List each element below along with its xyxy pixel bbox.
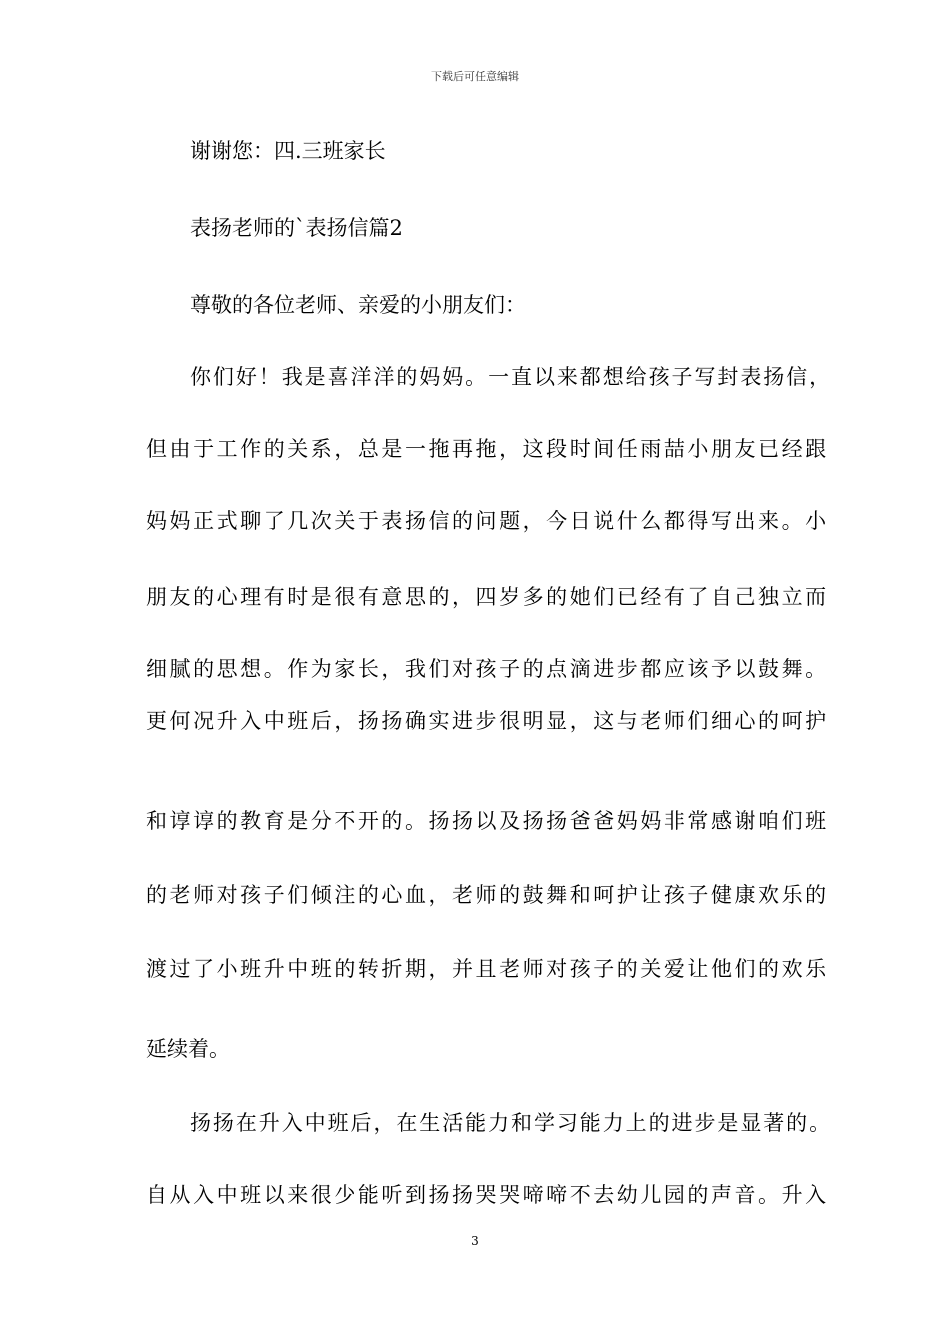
paragraph-line: 和谆谆的教育是分不开的。扬扬以及扬扬爸爸妈妈非常感谢咱们班 bbox=[146, 809, 829, 833]
signature-line: 谢谢您：四.三班家长 bbox=[190, 139, 386, 163]
page-number: 3 bbox=[471, 1234, 479, 1248]
salutation: 尊敬的各位老师、亲爱的小朋友们： bbox=[190, 293, 526, 317]
paragraph-line: 细腻的思想。作为家长，我们对孩子的点滴进步都应该予以鼓舞。 bbox=[146, 657, 829, 681]
paragraph-line: 更何况升入中班后，扬扬确实进步很明显，这与老师们细心的呵护 bbox=[146, 709, 829, 733]
paragraph-line: 你们好！我是喜洋洋的妈妈。一直以来都想给孩子写封表扬信， bbox=[190, 365, 833, 389]
paragraph-line: 但由于工作的关系，总是一拖再拖，这段时间任雨喆小朋友已经跟 bbox=[146, 437, 829, 461]
paragraph-line: 自从入中班以来很少能听到扬扬哭哭啼啼不去幼儿园的声音。升入 bbox=[146, 1183, 829, 1207]
paragraph-line: 朋友的心理有时是很有意思的，四岁多的她们已经有了自己独立而 bbox=[146, 585, 829, 609]
section-title: 表扬老师的`表扬信篇2 bbox=[190, 216, 403, 240]
paragraph-line: 扬扬在升入中班后，在生活能力和学习能力上的进步是显著的。 bbox=[190, 1111, 833, 1135]
paragraph-line: 的老师对孩子们倾注的心血，老师的鼓舞和呵护让孩子健康欢乐的 bbox=[146, 883, 829, 907]
header-note: 下载后可任意编辑 bbox=[431, 70, 519, 83]
paragraph-line: 渡过了小班升中班的转折期，并且老师对孩子的关爱让他们的欢乐 bbox=[146, 957, 829, 981]
paragraph-line: 妈妈正式聊了几次关于表扬信的问题，今日说什么都得写出来。小 bbox=[146, 509, 829, 533]
paragraph-line: 延续着。 bbox=[146, 1037, 230, 1061]
